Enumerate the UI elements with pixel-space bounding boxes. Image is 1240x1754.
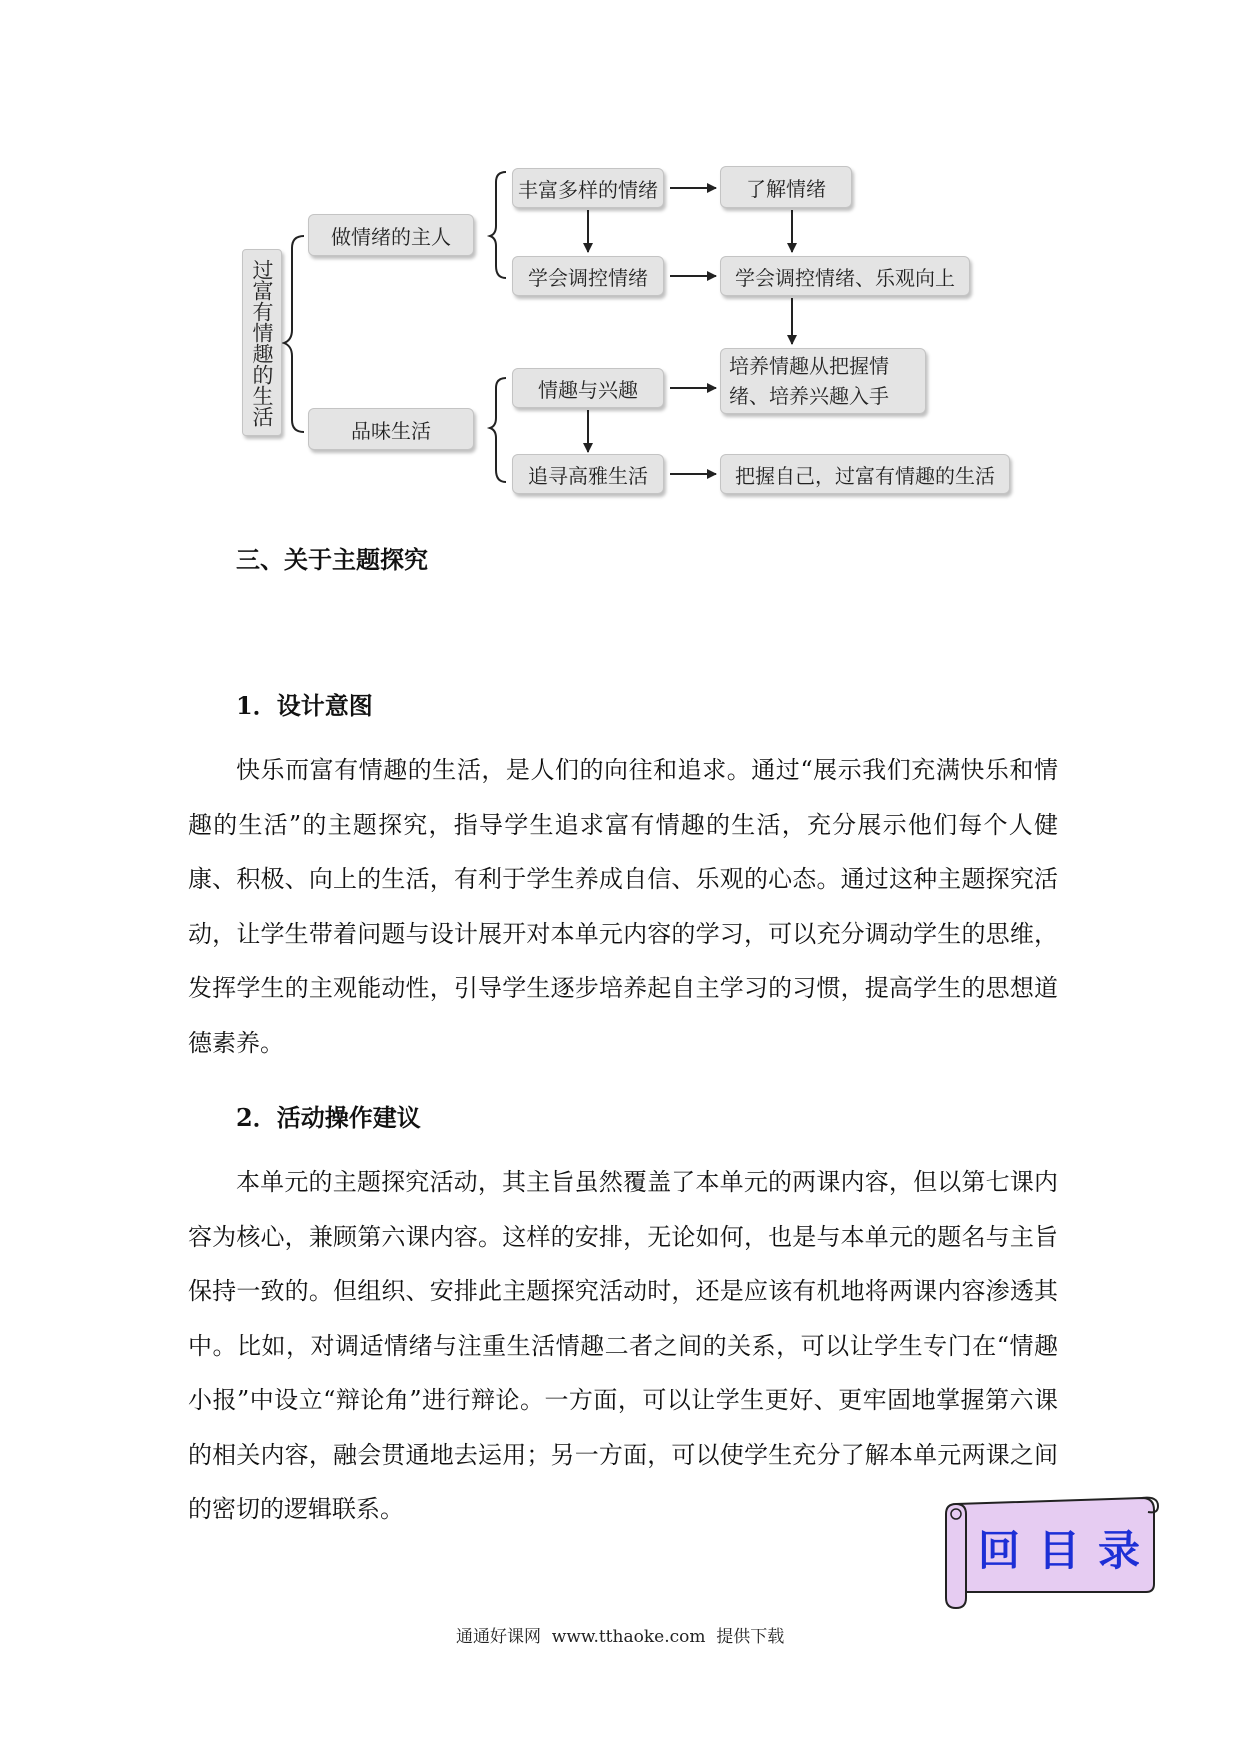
- section-heading: 三、关于主题探究: [236, 545, 428, 574]
- subheading-activity-suggestion: 2．活动操作建议: [236, 1103, 421, 1132]
- b2-left-top-box: 情趣与兴趣: [512, 368, 664, 408]
- b2-right-top-box: 培养情趣从把握情绪、培养兴趣入手: [720, 348, 926, 414]
- b1-right-bottom-box: 学会调控情绪、乐观向上: [720, 256, 970, 296]
- back-to-contents-button[interactable]: [936, 1488, 1164, 1612]
- page-footer: 通通好课网 www.tthaoke.com 提供下载: [456, 1627, 785, 1647]
- b1-right-top-box: 了解情绪: [720, 166, 852, 208]
- b1-left-bottom-box: 学会调控情绪: [512, 256, 664, 296]
- diagram-root-label: 过富有情趣的生活: [250, 258, 274, 427]
- branch1-box: 做情绪的主人: [308, 214, 474, 256]
- b1-left-top-box: 丰富多样的情绪: [512, 168, 664, 208]
- diagram-root-box: [242, 249, 282, 436]
- branch1-brace: [490, 172, 506, 278]
- back-to-contents-label: 回目录: [978, 1526, 1159, 1575]
- branch2-brace: [490, 378, 506, 482]
- concept-diagram: [0, 0, 1240, 520]
- paragraph-design-intent: 快乐而富有情趣的生活，是人们的向往和追求。通过“展示我们充满快乐和情趣的生活”的主题探究，指导学生追求富有情趣的生活，充分展示他们每个人健康、积极、向上的生活，有利于学生养成自信、乐观的心态。通过这种主题探究活动，让学生带着问题与设计展开对本单元内容的学习，可以充分调动学生的思维，发挥学生的主观能动性，引导学生逐步培养起自主学习的习惯，提高学生的思想道德素养。: [188, 756, 1058, 1057]
- paragraph-activity-suggestion: 本单元的主题探究活动，其主旨虽然覆盖了本单元的两课内容，但以第七课内容为核心，兼顾第六课内容。这样的安排，无论如何，也是与本单元的题名与主旨保持一致的。但组织、安排此主题探究活动时，还是应该有机地将两课内容渗透其中。比如，对调适情绪与注重生活情趣二者之间的关系，可以让学生专门在“情趣小报”中设立“辩论角”进行辩论。一方面，可以让学生更好、更牢固地掌握第六课的相关内容，融会贯通地去运用；另一方面，可以使学生充分了解本单元两课之间的密切的逻辑联系。: [188, 1168, 1058, 1523]
- root-brace: [284, 236, 304, 432]
- b2-left-bottom-box: 追寻高雅生活: [512, 454, 664, 494]
- b2-right-bottom-box: 把握自己，过富有情趣的生活: [720, 454, 1010, 494]
- branch2-box: 品味生活: [308, 408, 474, 450]
- subheading-design-intent: 1．设计意图: [236, 691, 373, 720]
